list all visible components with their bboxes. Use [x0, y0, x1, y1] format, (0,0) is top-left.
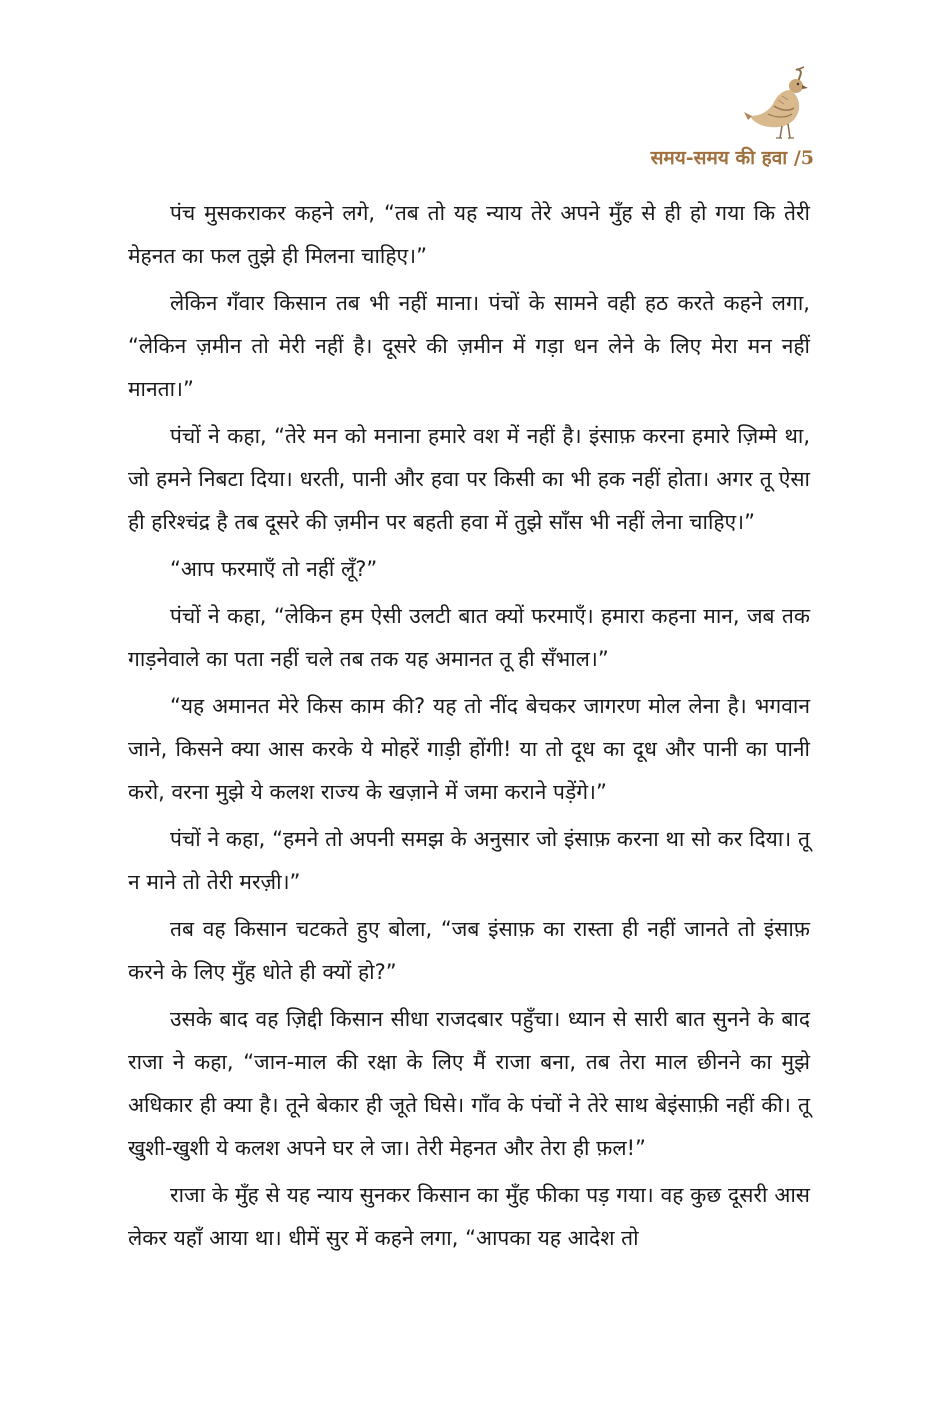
- paragraph: “यह अमानत मेरे किस काम की? यह तो नींद बेचकर जागरण मोल लेना है। भगवान जाने, किसने क्या आस करके ये मोहरें गाड़ी होंगी! या तो दूध का दूध और पानी का पानी करो, वरना मुझे ये कलश राज्य के खज़ाने में जमा कराने पड़ेंगे।”: [128, 694, 810, 804]
- paragraph: राजा के मुँह से यह न्याय सुनकर किसान का मुँह फीका पड़ गया। वह कुछ दूसरी आस लेकर यहाँ आया था। धीमें सुर में कहने लगा, “आपका यह आदेश तो: [128, 1183, 810, 1250]
- paragraph: लेकिन गँवार किसान तब भी नहीं माना। पंचों के सामने वही हठ करते कहने लगा, “लेकिन ज़मीन तो मेरी नहीं है। दूसरे की ज़मीन में गड़ा धन लेने के लिए मेरा मन नहीं मानता।”: [128, 291, 810, 401]
- paragraph: पंचों ने कहा, “लेकिन हम ऐसी उलटी बात क्यों फरमाएँ। हमारा कहना मान, जब तक गाड़नेवाले का पता नहीं चले तब तक यह अमानत तू ही सँभाल।”: [128, 604, 810, 671]
- paragraph: “आप फरमाएँ तो नहीं लूँ?”: [170, 557, 378, 581]
- paragraph: तब वह किसान चटकते हुए बोला, “जब इंसाफ़ का रास्ता ही नहीं जानते तो इंसाफ़ करने के लिए मुँह धोते ही क्यों हो?”: [128, 917, 810, 984]
- paragraph: पंचों ने कहा, “तेरे मन को मनाना हमारे वश में नहीं है। इंसाफ़ करना हमारे ज़िम्मे था, जो हमने निबटा दिया। धरती, पानी और हवा पर किसी का भी हक नहीं होता। अगर तू ऐसा ही हरिश्चंद्र है तब दूसरे की ज़मीन पर बहती हवा में तुझे साँस भी नहीं लेना चाहिए।”: [128, 424, 810, 534]
- body-text: [128, 192, 810, 1264]
- paragraph: पंच मुसकराकर कहने लगे, “तब तो यह न्याय तेरे अपने मुँह से ही हो गया कि तेरी मेहनत का फल तुझे ही मिलना चाहिए।”: [128, 201, 810, 268]
- bird-illustration-icon: [744, 66, 814, 142]
- running-head: समय-समय की हवा /5: [650, 147, 814, 169]
- page-header: [594, 66, 814, 176]
- paragraph: उसके बाद वह ज़िद्दी किसान सीधा राजदबार पहुँचा। ध्यान से सारी बात सुनने के बाद राजा ने कहा, “जान-माल की रक्षा के लिए मैं राजा बना, तब तेरा माल छीनने का मुझे अधिकार ही क्या है। तूने बेकार ही जूते घिसे। गाँव के पंचों ने तेरे साथ बेइंसाफ़ी नहीं की। तू खुशी-खुशी ये कलश अपने घर ले जा। तेरी मेहनत और तेरा ही फ़ल!”: [128, 1007, 810, 1160]
- paragraph: पंचों ने कहा, “हमने तो अपनी समझ के अनुसार जो इंसाफ़ करना था सो कर दिया। तू न माने तो तेरी मरज़ी।”: [128, 827, 810, 894]
